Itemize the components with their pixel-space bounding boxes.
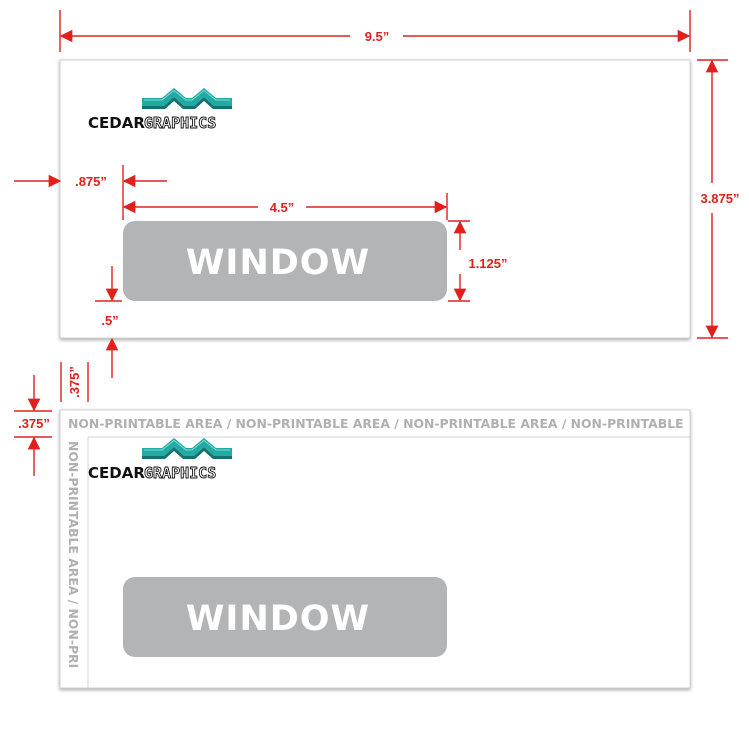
envelope-top <box>60 60 690 338</box>
logo-secondary-text: GRAPHICS <box>144 114 217 132</box>
dim-envelope-width-label: 9.5” <box>364 29 390 44</box>
window-bottom-label: WINDOW <box>185 599 371 639</box>
nonprint-side-strip: NON-PRINTABLE AREA / NON-PRI <box>66 441 81 669</box>
envelope-bottom <box>60 410 690 688</box>
dim-window-height-label: 1.125” <box>468 256 508 271</box>
logo-primary-text: CEDAR <box>88 114 145 132</box>
dim-margin-left-label: .375” <box>67 366 82 398</box>
dim-window-left-offset-label: .875” <box>75 174 107 189</box>
dim-envelope-height-label: 3.875” <box>700 191 740 206</box>
dim-margin-top-label: .375” <box>18 416 50 431</box>
nonprint-top-strip: NON-PRINTABLE AREA / NON-PRINTABLE AREA / NON-PRINTABLE AREA / NON-PRINTABLE <box>68 416 684 431</box>
dim-window-width-label: 4.5” <box>269 200 295 215</box>
window-top-label: WINDOW <box>185 243 371 283</box>
logo-primary-text: CEDAR <box>88 464 145 482</box>
dim-window-bottom-offset-label: .5” <box>101 313 119 328</box>
logo-secondary-text: GRAPHICS <box>144 464 217 482</box>
